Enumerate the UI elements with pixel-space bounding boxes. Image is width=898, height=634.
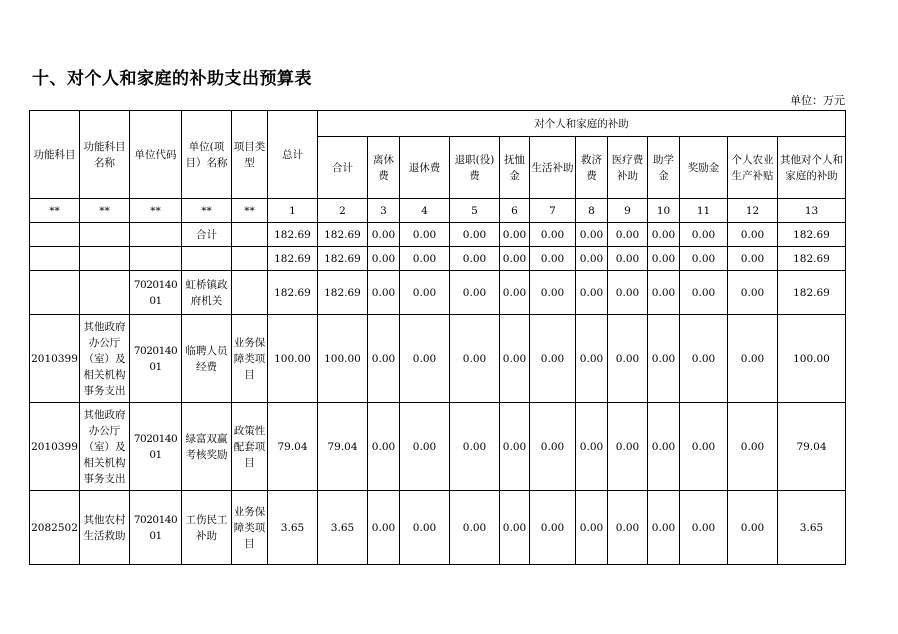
table-cell: 政策性配套项目 <box>232 403 268 491</box>
table-cell <box>80 271 130 315</box>
table-cell: 0.00 <box>576 271 608 315</box>
header-sub: 合计 <box>318 137 368 199</box>
table-cell: 0.00 <box>576 403 608 491</box>
table-cell <box>232 271 268 315</box>
table-cell: 0.00 <box>450 223 500 247</box>
table-cell: 0.00 <box>728 403 778 491</box>
table-body <box>30 223 846 565</box>
table-cell: 3.65 <box>778 491 846 565</box>
index-cell: 4 <box>400 199 450 223</box>
table-cell: 0.00 <box>728 491 778 565</box>
table-cell: 合计 <box>182 223 232 247</box>
header-sub: 助学金 <box>648 137 680 199</box>
table-cell: 0.00 <box>400 271 450 315</box>
table-cell: 0.00 <box>608 271 648 315</box>
table-cell: 0.00 <box>680 403 728 491</box>
table-cell <box>130 247 182 271</box>
table-cell: 3.65 <box>318 491 368 565</box>
page-title: 十、对个人和家庭的补助支出预算表 <box>32 69 312 89</box>
table-cell: 702014001 <box>130 315 182 403</box>
table-cell: 0.00 <box>400 491 450 565</box>
table-cell <box>232 223 268 247</box>
header-unit-code: 单位代码 <box>130 111 182 199</box>
table-cell: 0.00 <box>500 315 530 403</box>
table-cell: 0.00 <box>680 247 728 271</box>
header-sub: 其他对个人和家庭的补助 <box>778 137 846 199</box>
table-cell: 2010399 <box>30 403 80 491</box>
table-cell: 0.00 <box>608 315 648 403</box>
table-cell: 79.04 <box>778 403 846 491</box>
table-cell: 0.00 <box>648 491 680 565</box>
table-cell: 0.00 <box>576 247 608 271</box>
table-cell: 0.00 <box>450 247 500 271</box>
table-cell: 0.00 <box>368 247 400 271</box>
index-cell: 7 <box>530 199 576 223</box>
header-total: 总计 <box>268 111 318 199</box>
table-cell: 0.00 <box>608 491 648 565</box>
table-cell: 0.00 <box>648 403 680 491</box>
table-cell: 0.00 <box>648 247 680 271</box>
header-sub: 退职(役)费 <box>450 137 500 199</box>
table-cell: 0.00 <box>576 491 608 565</box>
table-cell: 2082502 <box>30 491 80 565</box>
table-row <box>30 223 846 247</box>
table-cell: 虹桥镇政府机关 <box>182 271 232 315</box>
table-cell: 0.00 <box>530 271 576 315</box>
table-cell: 0.00 <box>728 247 778 271</box>
table-cell: 0.00 <box>728 271 778 315</box>
index-cell: 2 <box>318 199 368 223</box>
table-cell: 79.04 <box>318 403 368 491</box>
table-cell: 0.00 <box>680 271 728 315</box>
table-cell: 182.69 <box>268 271 318 315</box>
table-cell: 3.65 <box>268 491 318 565</box>
table-cell: 100.00 <box>318 315 368 403</box>
table-row <box>30 491 846 565</box>
table-cell: 0.00 <box>576 315 608 403</box>
table-cell: 0.00 <box>500 223 530 247</box>
header-sub: 生活补助 <box>530 137 576 199</box>
header-func-name: 功能科目名称 <box>80 111 130 199</box>
header-project-type: 项目类型 <box>232 111 268 199</box>
index-cell: 10 <box>648 199 680 223</box>
table-cell: 0.00 <box>576 223 608 247</box>
table-cell: 业务保障类项目 <box>232 315 268 403</box>
table-cell: 0.00 <box>450 271 500 315</box>
table-cell: 702014001 <box>130 491 182 565</box>
table-cell: 0.00 <box>400 403 450 491</box>
index-cell: ** <box>232 199 268 223</box>
table-cell: 0.00 <box>400 247 450 271</box>
table-cell: 0.00 <box>500 491 530 565</box>
unit-label: 单位：万元 <box>790 94 845 107</box>
header-unit-name: 单位(项目）名称 <box>182 111 232 199</box>
table-cell: 0.00 <box>450 315 500 403</box>
header-sub: 抚恤金 <box>500 137 530 199</box>
index-cell: ** <box>130 199 182 223</box>
table-cell: 临聘人员经费 <box>182 315 232 403</box>
index-cell: 6 <box>500 199 530 223</box>
table-cell: 0.00 <box>680 315 728 403</box>
table-cell <box>30 223 80 247</box>
table-row <box>30 315 846 403</box>
table-cell <box>130 223 182 247</box>
table-cell: 182.69 <box>778 223 846 247</box>
table-cell: 0.00 <box>608 247 648 271</box>
table-cell: 100.00 <box>268 315 318 403</box>
header-sub: 个人农业生产补贴 <box>728 137 778 199</box>
table-cell: 0.00 <box>680 491 728 565</box>
table-cell: 0.00 <box>400 315 450 403</box>
table-cell: 0.00 <box>500 247 530 271</box>
table-cell: 2010399 <box>30 315 80 403</box>
table-cell: 182.69 <box>318 271 368 315</box>
index-cell: 3 <box>368 199 400 223</box>
table-row <box>30 271 846 315</box>
index-row <box>30 199 846 223</box>
table-cell: 702014001 <box>130 403 182 491</box>
table-cell: 0.00 <box>648 315 680 403</box>
table-cell: 0.00 <box>728 315 778 403</box>
index-cell: 9 <box>608 199 648 223</box>
table-cell: 0.00 <box>530 247 576 271</box>
table-cell: 0.00 <box>450 403 500 491</box>
table-cell: 0.00 <box>608 403 648 491</box>
table-cell: 0.00 <box>648 223 680 247</box>
table-cell: 0.00 <box>368 403 400 491</box>
header-sub: 奖励金 <box>680 137 728 199</box>
table-cell: 0.00 <box>648 271 680 315</box>
table-cell: 0.00 <box>530 403 576 491</box>
table-cell: 182.69 <box>318 247 368 271</box>
header-sub: 医疗费补助 <box>608 137 648 199</box>
table-cell <box>30 271 80 315</box>
table-cell: 100.00 <box>778 315 846 403</box>
table-cell <box>80 247 130 271</box>
table-cell: 182.69 <box>318 223 368 247</box>
table-cell: 182.69 <box>268 223 318 247</box>
table-cell <box>232 247 268 271</box>
index-cell: 8 <box>576 199 608 223</box>
header-sub: 救济费 <box>576 137 608 199</box>
index-cell: ** <box>182 199 232 223</box>
table-cell: 0.00 <box>608 223 648 247</box>
index-cell: ** <box>80 199 130 223</box>
table-cell: 0.00 <box>450 491 500 565</box>
table-cell: 0.00 <box>728 223 778 247</box>
table-cell: 182.69 <box>268 247 318 271</box>
header-sub: 退休费 <box>400 137 450 199</box>
table-cell: 其他政府办公厅（室）及相关机构事务支出 <box>80 403 130 491</box>
table-cell <box>30 247 80 271</box>
index-cell: 5 <box>450 199 500 223</box>
table-cell: 0.00 <box>368 271 400 315</box>
index-cell: ** <box>30 199 80 223</box>
header-func-code: 功能科目 <box>30 111 80 199</box>
table-cell: 0.00 <box>500 271 530 315</box>
table-cell: 其他政府办公厅（室）及相关机构事务支出 <box>80 315 130 403</box>
table-cell: 其他农村生活救助 <box>80 491 130 565</box>
budget-table <box>29 110 846 565</box>
table-cell <box>80 223 130 247</box>
table-cell: 0.00 <box>400 223 450 247</box>
header-group: 对个人和家庭的补助 <box>318 111 846 137</box>
table-cell: 0.00 <box>500 403 530 491</box>
table-cell: 0.00 <box>530 491 576 565</box>
index-cell: 11 <box>680 199 728 223</box>
header-row-1 <box>30 111 846 137</box>
table-cell: 0.00 <box>368 315 400 403</box>
header-sub: 离休费 <box>368 137 400 199</box>
table-cell: 0.00 <box>530 223 576 247</box>
table-row <box>30 403 846 491</box>
table-cell: 业务保障类项目 <box>232 491 268 565</box>
table-cell: 182.69 <box>778 271 846 315</box>
table-cell: 绿富双赢考核奖励 <box>182 403 232 491</box>
table-cell: 0.00 <box>530 315 576 403</box>
index-cell: 1 <box>268 199 318 223</box>
index-cell: 13 <box>778 199 846 223</box>
table-cell: 79.04 <box>268 403 318 491</box>
table-cell: 182.69 <box>778 247 846 271</box>
table-cell: 702014001 <box>130 271 182 315</box>
table-row <box>30 247 846 271</box>
table-cell: 0.00 <box>680 223 728 247</box>
table-cell: 0.00 <box>368 223 400 247</box>
table-cell: 0.00 <box>368 491 400 565</box>
table-cell: 工伤民工补助 <box>182 491 232 565</box>
index-cell: 12 <box>728 199 778 223</box>
table-cell <box>182 247 232 271</box>
